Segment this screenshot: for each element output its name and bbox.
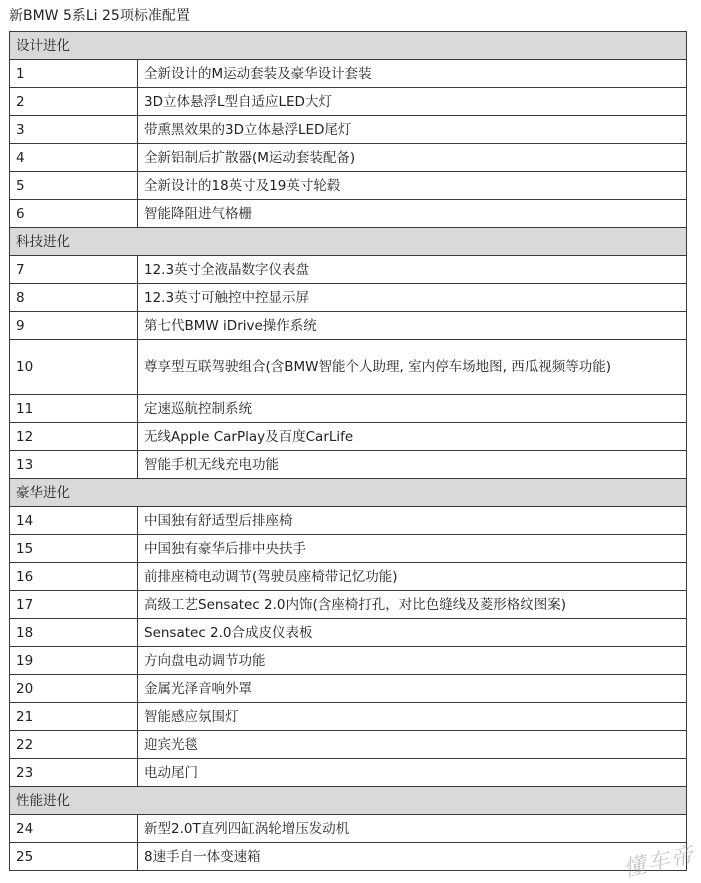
table-row	[10, 843, 687, 871]
item-number: 25	[10, 843, 138, 871]
item-number: 16	[10, 563, 138, 591]
table-row	[10, 144, 687, 172]
item-number: 17	[10, 591, 138, 619]
table-row	[10, 423, 687, 451]
item-description: 方向盘电动调节功能	[138, 647, 687, 675]
table-row	[10, 535, 687, 563]
item-description: 全新设计的M运动套装及豪华设计套装	[138, 60, 687, 88]
item-description: 智能手机无线充电功能	[138, 451, 687, 479]
section-title: 性能进化	[10, 787, 687, 815]
table-row	[10, 507, 687, 535]
table-row	[10, 284, 687, 312]
section-header-row	[10, 479, 687, 507]
section-title: 设计进化	[10, 32, 687, 60]
item-number: 7	[10, 256, 138, 284]
table-row	[10, 340, 687, 395]
item-description: 前排座椅电动调节(驾驶员座椅带记忆功能)	[138, 563, 687, 591]
item-number: 13	[10, 451, 138, 479]
table-row	[10, 563, 687, 591]
table-row	[10, 647, 687, 675]
item-number: 3	[10, 116, 138, 144]
item-number: 4	[10, 144, 138, 172]
table-row	[10, 312, 687, 340]
table-row	[10, 172, 687, 200]
table-row	[10, 88, 687, 116]
table-row	[10, 703, 687, 731]
item-description: 中国独有豪华后排中央扶手	[138, 535, 687, 563]
item-number: 11	[10, 395, 138, 423]
table-row	[10, 256, 687, 284]
section-header-row	[10, 228, 687, 256]
item-number: 10	[10, 340, 138, 395]
item-number: 15	[10, 535, 138, 563]
item-number: 1	[10, 60, 138, 88]
item-number: 18	[10, 619, 138, 647]
item-description: 全新设计的18英寸及19英寸轮毂	[138, 172, 687, 200]
item-description: 迎宾光毯	[138, 731, 687, 759]
page-title: 新BMW 5系Li 25项标准配置	[9, 8, 190, 24]
item-description: 智能感应氛围灯	[138, 703, 687, 731]
table-row	[10, 815, 687, 843]
table-row	[10, 451, 687, 479]
item-number: 9	[10, 312, 138, 340]
watermark-logo: 懂车帝	[621, 842, 698, 883]
section-title: 科技进化	[10, 228, 687, 256]
spec-table	[9, 31, 687, 871]
section-title: 豪华进化	[10, 479, 687, 507]
table-row	[10, 200, 687, 228]
item-number: 24	[10, 815, 138, 843]
table-row	[10, 60, 687, 88]
section-header-row	[10, 787, 687, 815]
item-description: 8速手自一体变速箱	[138, 843, 687, 871]
table-row	[10, 395, 687, 423]
item-number: 12	[10, 423, 138, 451]
item-number: 5	[10, 172, 138, 200]
item-description: 新型2.0T直列四缸涡轮增压发动机	[138, 815, 687, 843]
item-description: 智能降阻进气格栅	[138, 200, 687, 228]
item-number: 8	[10, 284, 138, 312]
item-number: 19	[10, 647, 138, 675]
item-number: 23	[10, 759, 138, 787]
table-row	[10, 759, 687, 787]
item-number: 6	[10, 200, 138, 228]
table-row	[10, 619, 687, 647]
item-description: 定速巡航控制系统	[138, 395, 687, 423]
item-description: 12.3英寸全液晶数字仪表盘	[138, 256, 687, 284]
table-row	[10, 731, 687, 759]
item-description: 电动尾门	[138, 759, 687, 787]
item-number: 20	[10, 675, 138, 703]
item-description: 金属光泽音响外罩	[138, 675, 687, 703]
item-description: 3D立体悬浮L型自适应LED大灯	[138, 88, 687, 116]
item-description: 中国独有舒适型后排座椅	[138, 507, 687, 535]
item-description: 带熏黑效果的3D立体悬浮LED尾灯	[138, 116, 687, 144]
item-description: 高级工艺Sensatec 2.0内饰(含座椅打孔，对比色缝线及菱形格纹图案)	[138, 591, 687, 619]
table-row	[10, 591, 687, 619]
item-description: 12.3英寸可触控中控显示屏	[138, 284, 687, 312]
item-description: 尊享型互联驾驶组合(含BMW智能个人助理, 室内停车场地图, 西瓜视频等功能)	[138, 340, 687, 395]
item-description: 全新铝制后扩散器(M运动套装配备)	[138, 144, 687, 172]
spec-table-body	[10, 32, 687, 871]
item-number: 22	[10, 731, 138, 759]
table-row	[10, 116, 687, 144]
item-description: 无线Apple CarPlay及百度CarLife	[138, 423, 687, 451]
item-number: 2	[10, 88, 138, 116]
item-description: Sensatec 2.0合成皮仪表板	[138, 619, 687, 647]
item-description: 第七代BMW iDrive操作系统	[138, 312, 687, 340]
section-header-row	[10, 32, 687, 60]
item-number: 21	[10, 703, 138, 731]
table-row	[10, 675, 687, 703]
item-number: 14	[10, 507, 138, 535]
